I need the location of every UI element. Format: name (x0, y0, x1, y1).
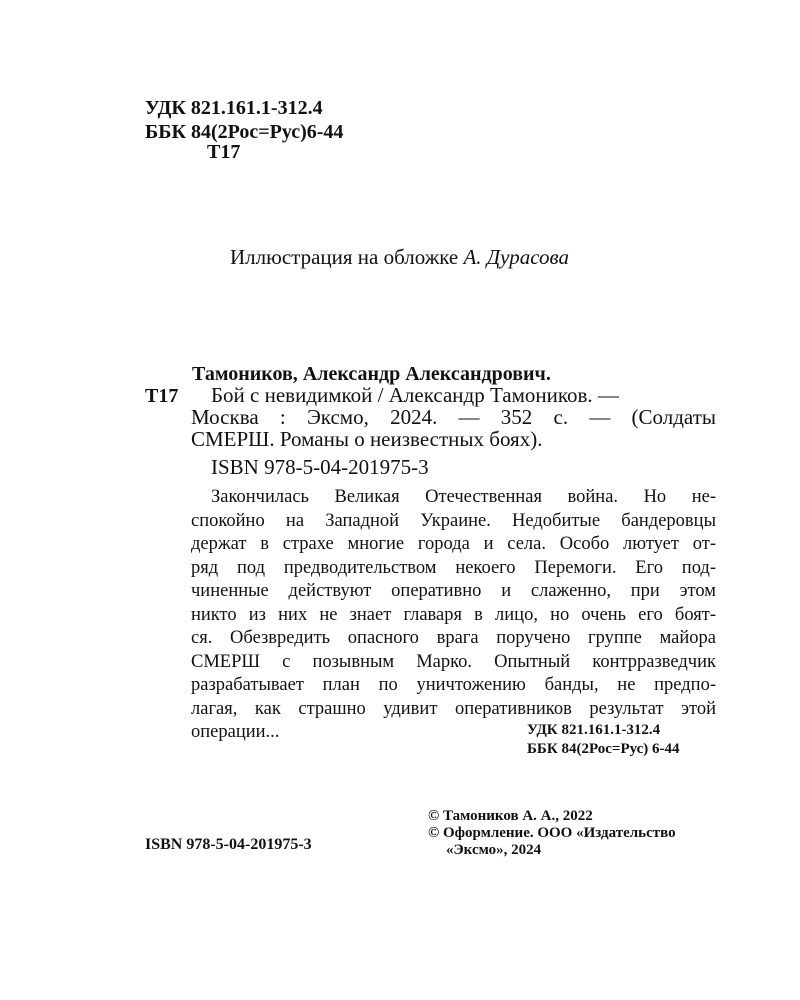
illustration-artist: А. Дурасова (463, 245, 569, 269)
annotation-line: чиненные действуют оперативно и слаженно, при этом (191, 581, 716, 601)
annotation-line: лагая, как страшно удивит оперативников результат этой (191, 698, 716, 719)
copyright-author: © Тамоников А. А., 2022 (428, 808, 593, 824)
classification-top (145, 96, 343, 144)
author-sign: Т17 (145, 385, 179, 407)
annotation-line: разрабатывает план по уничтожению банды, не предпо- (191, 675, 716, 695)
bbk-code-bottom: ББК 84(2Рос=Рус) 6-44 (527, 741, 680, 757)
annotation-line: операции... (191, 722, 280, 742)
bib-line: Москва : Эксмо, 2024. — 352 с. — (Солдаты (191, 405, 716, 429)
annotation-line: СМЕРШ с позывным Марко. Опытный контрразведчик (191, 651, 716, 672)
author-sign-top: Т17 (207, 141, 241, 163)
annotation (191, 486, 716, 745)
isbn-record: ISBN 978-5-04-201975-3 (211, 455, 429, 479)
annotation-line: спокойно на Западной Украине. Недобитые бандеровцы (191, 510, 716, 531)
classification-bottom (527, 721, 680, 759)
bib-line: Бой с невидимкой / Александр Тамоников. — (211, 383, 619, 407)
copyright-publisher: «Эксмо», 2024 (446, 842, 542, 858)
annotation-line: ся. Обезвредить опасного врага поручено группе майора (191, 628, 716, 648)
bibliographic-description (191, 384, 716, 450)
bbk-code-top: ББК 84(2Рос=Рус)6-44 (145, 121, 344, 143)
udk-code-bottom: УДК 821.161.1-312.4 (527, 722, 661, 738)
annotation-line: ряд под предводительством некоего Перемоги. Его под- (191, 557, 716, 578)
annotation-line: никто из них не знает главаря в лицо, но очень его боят- (191, 604, 716, 625)
annotation-line: держат в страхе многие города и села. Особо лютует от- (191, 534, 716, 554)
illustration-prefix: Иллюстрация на обложке (230, 245, 459, 269)
annotation-line: Закончилась Великая Отечественная война. Но не- (211, 487, 716, 507)
udk-code-top: УДК 821.161.1-312.4 (145, 97, 323, 119)
copyright-block (428, 808, 676, 859)
author-heading: Тамоников, Александр Александрович. (192, 363, 551, 385)
bib-line: СМЕРШ. Романы о неизвестных боях). (191, 427, 543, 451)
isbn-bottom: ISBN 978-5-04-201975-3 (145, 836, 312, 853)
illustration-credit (230, 245, 569, 270)
copyright-design: © Оформление. ООО «Издательство (428, 825, 676, 841)
